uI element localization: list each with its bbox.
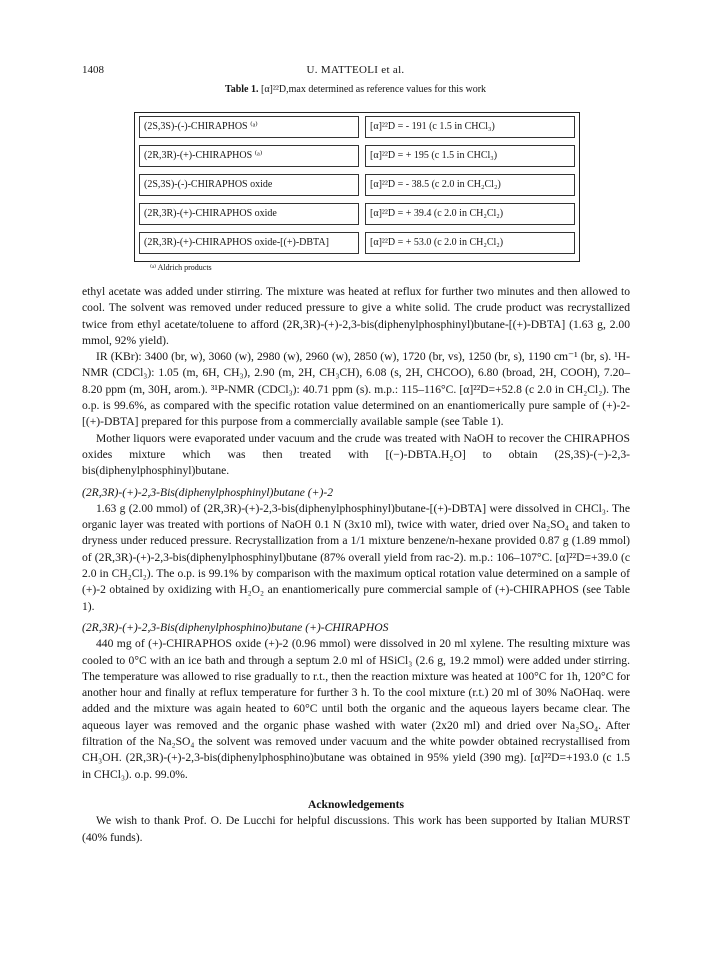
table-row — [135, 171, 579, 199]
table-caption — [0, 84, 711, 95]
table-cell-rotation: [α]²²D = + 39.4 (c 2.0 in CH₂Cl₂) — [365, 203, 575, 225]
table-caption-label: Table 1. — [224, 84, 259, 95]
table-row — [135, 200, 579, 228]
paragraph: 440 mg of (+)-CHIRAPHOS oxide (+)-2 (0.96 mmol) were dissolved in 20 ml xylene. The resulting mixture was cooled to 0°C with an ice bath and through a septum 2.0 ml of HSiCl₃ (2.6 g, 19.2 mmol) were added under stirring. The temperature was allowed to rise gradually to r.t., then the reaction mixture was heated at 100°C for 1h, 120°C for another hour and finally at reflux temperature for further 3 h. To the cool mixture (r.t.) 20 ml of 30% NaOHaq. were added and the mixture was again heated to 60°C until both the organic and the aqueous layers became clear. The aqueous layer was removed and the organic phase washed with water (2x20 ml) and dried over Na₂SO₄. After filtration of the Na₂SO₄ the solvent was removed under vacuum and the white powder obtained recrystallised from CH₃OH. (2R,3R)-(+)-2,3-bis(diphenylphosphino)butane was obtained in 95% yield (390 mg). [α]²²D=+193.0 (c 1.5 in CHCl₃). o.p. 99.0%. — [82, 637, 630, 781]
section-heading: (2R,3R)-(+)-2,3-Bis(diphenylphosphino)butane (+)-CHIRAPHOS — [82, 620, 389, 634]
table-cell-compound: (2R,3R)-(+)-CHIRAPHOS oxide-[(+)-DBTA] — [139, 232, 359, 254]
page-number: 1408 — [82, 64, 104, 76]
paragraph: ethyl acetate was added under stirring. The mixture was heated at reflux for further two minutes and then allowed to cool. The solvent was removed under reduced pressure to give a white solid. The crude product was recrystallized twice from ethyl acetate/toluene to afford (2R,3R)-(+)-2,3-bis(diphenylphosphinyl)butane-[(+)-DBTA] (1.63 g, 2.00 mmol, 92% yield). — [82, 285, 630, 347]
body-text — [82, 284, 630, 846]
acknowledgements-text: We wish to thank Prof. O. De Lucchi for helpful discussions. This work has been supported by Italian MURST (40% funds). — [82, 814, 630, 844]
table-cell-rotation: [α]²²D = + 53.0 (c 2.0 in CH₂Cl₂) — [365, 232, 575, 254]
paragraph: Mother liquors were evaporated under vacuum and the crude was treated with NaOH to recover the CHIRAPHOS oxides mixture which was then treated with [(−)-DBTA.H₂O] to obtain (2S,3S)-(−)-2,3-bis(diphenylphosphinyl)butane. — [82, 431, 630, 478]
paragraph: 1.63 g (2.00 mmol) of (2R,3R)-(+)-2,3-bis(diphenylphosphinyl)butane-[(+)-DBTA] were dissolved in CHCl₃. The organic layer was treated with portions of NaOH 0.1 N (3x10 ml), twice with water, dried over Na₂SO₄ and taken to dryness under reduced pressure. Recrystallization from a 1/1 mixture benzene/n-hexane provided 0.87 g (1.89 mmol) of (2R,3R)-(+)-2,3-bis(diphenylphosphinyl)butane (87% overall yield from rac-2). m.p.: 106–107°C. [α]²²D=+39.0 (c 2.0 in CH₂Cl₂). The o.p. is 99.1% by comparison with the maximum optical rotation value determined on a sample of (+)-2 obtained by oxidizing with H₂O₂ an enantiomerically pure commercial sample of (+)-CHIRAPHOS (see Table 1). — [82, 501, 630, 613]
section-heading: (2R,3R)-(+)-2,3-Bis(diphenylphosphinyl)butane (+)-2 — [82, 485, 333, 499]
table-row — [135, 229, 579, 257]
table-cell-compound: (2R,3R)-(+)-CHIRAPHOS oxide — [139, 203, 359, 225]
table-cell-compound: (2R,3R)-(+)-CHIRAPHOS ⁽ᵃ⁾ — [139, 145, 359, 167]
acknowledgements-heading: Acknowledgements — [308, 797, 404, 811]
table-cell-rotation: [α]²²D = + 195 (c 1.5 in CHCl₃) — [365, 145, 575, 167]
table-footnote: ⁽ᵃ⁾ Aldrich products — [150, 263, 212, 272]
paragraph: IR (KBr): 3400 (br, w), 3060 (w), 2980 (w), 2960 (w), 2850 (w), 1720 (br, vs), 1250 (br, s), 1190 cm⁻¹ (br, s). ¹H-NMR (CDCl₃): 1.05 (m, 6H, CH₃), 2.90 (m, 2H, CH₃CH), 6.08 (s, 2H, CHCOO), 6.80 (broad, 2H, COOH), 7.20–8.20 ppm (m, 30H, arom.). ³¹P-NMR (CDCl₃): 40.71 ppm (s). m.p.: 115–116°C. [α]²²D=+52.8 (c 2.0 in CH₂Cl₂). The o.p. is 99.6%, as compared with the specific rotation value determined on an enantiomerically pure sample of (+)-2-[(+)-DBTA] prepared for this purpose from a commercially available sample (see Table 1). — [82, 350, 630, 429]
table-cell-rotation: [α]²²D = - 191 (c 1.5 in CHCl₃) — [365, 116, 575, 138]
running-head: U. MATTEOLI et al. — [306, 64, 405, 76]
table-cell-compound: (2S,3S)-(-)-CHIRAPHOS oxide — [139, 174, 359, 196]
table-cell-compound: (2S,3S)-(-)-CHIRAPHOS ⁽ᵃ⁾ — [139, 116, 359, 138]
rotation-table — [134, 112, 580, 262]
table-cell-rotation: [α]²²D = - 38.5 (c 2.0 in CH₂Cl₂) — [365, 174, 575, 196]
table-row — [135, 142, 579, 170]
table-caption-text: [α]²²D,max determined as reference values for this work — [260, 84, 487, 95]
table-row — [135, 113, 579, 141]
